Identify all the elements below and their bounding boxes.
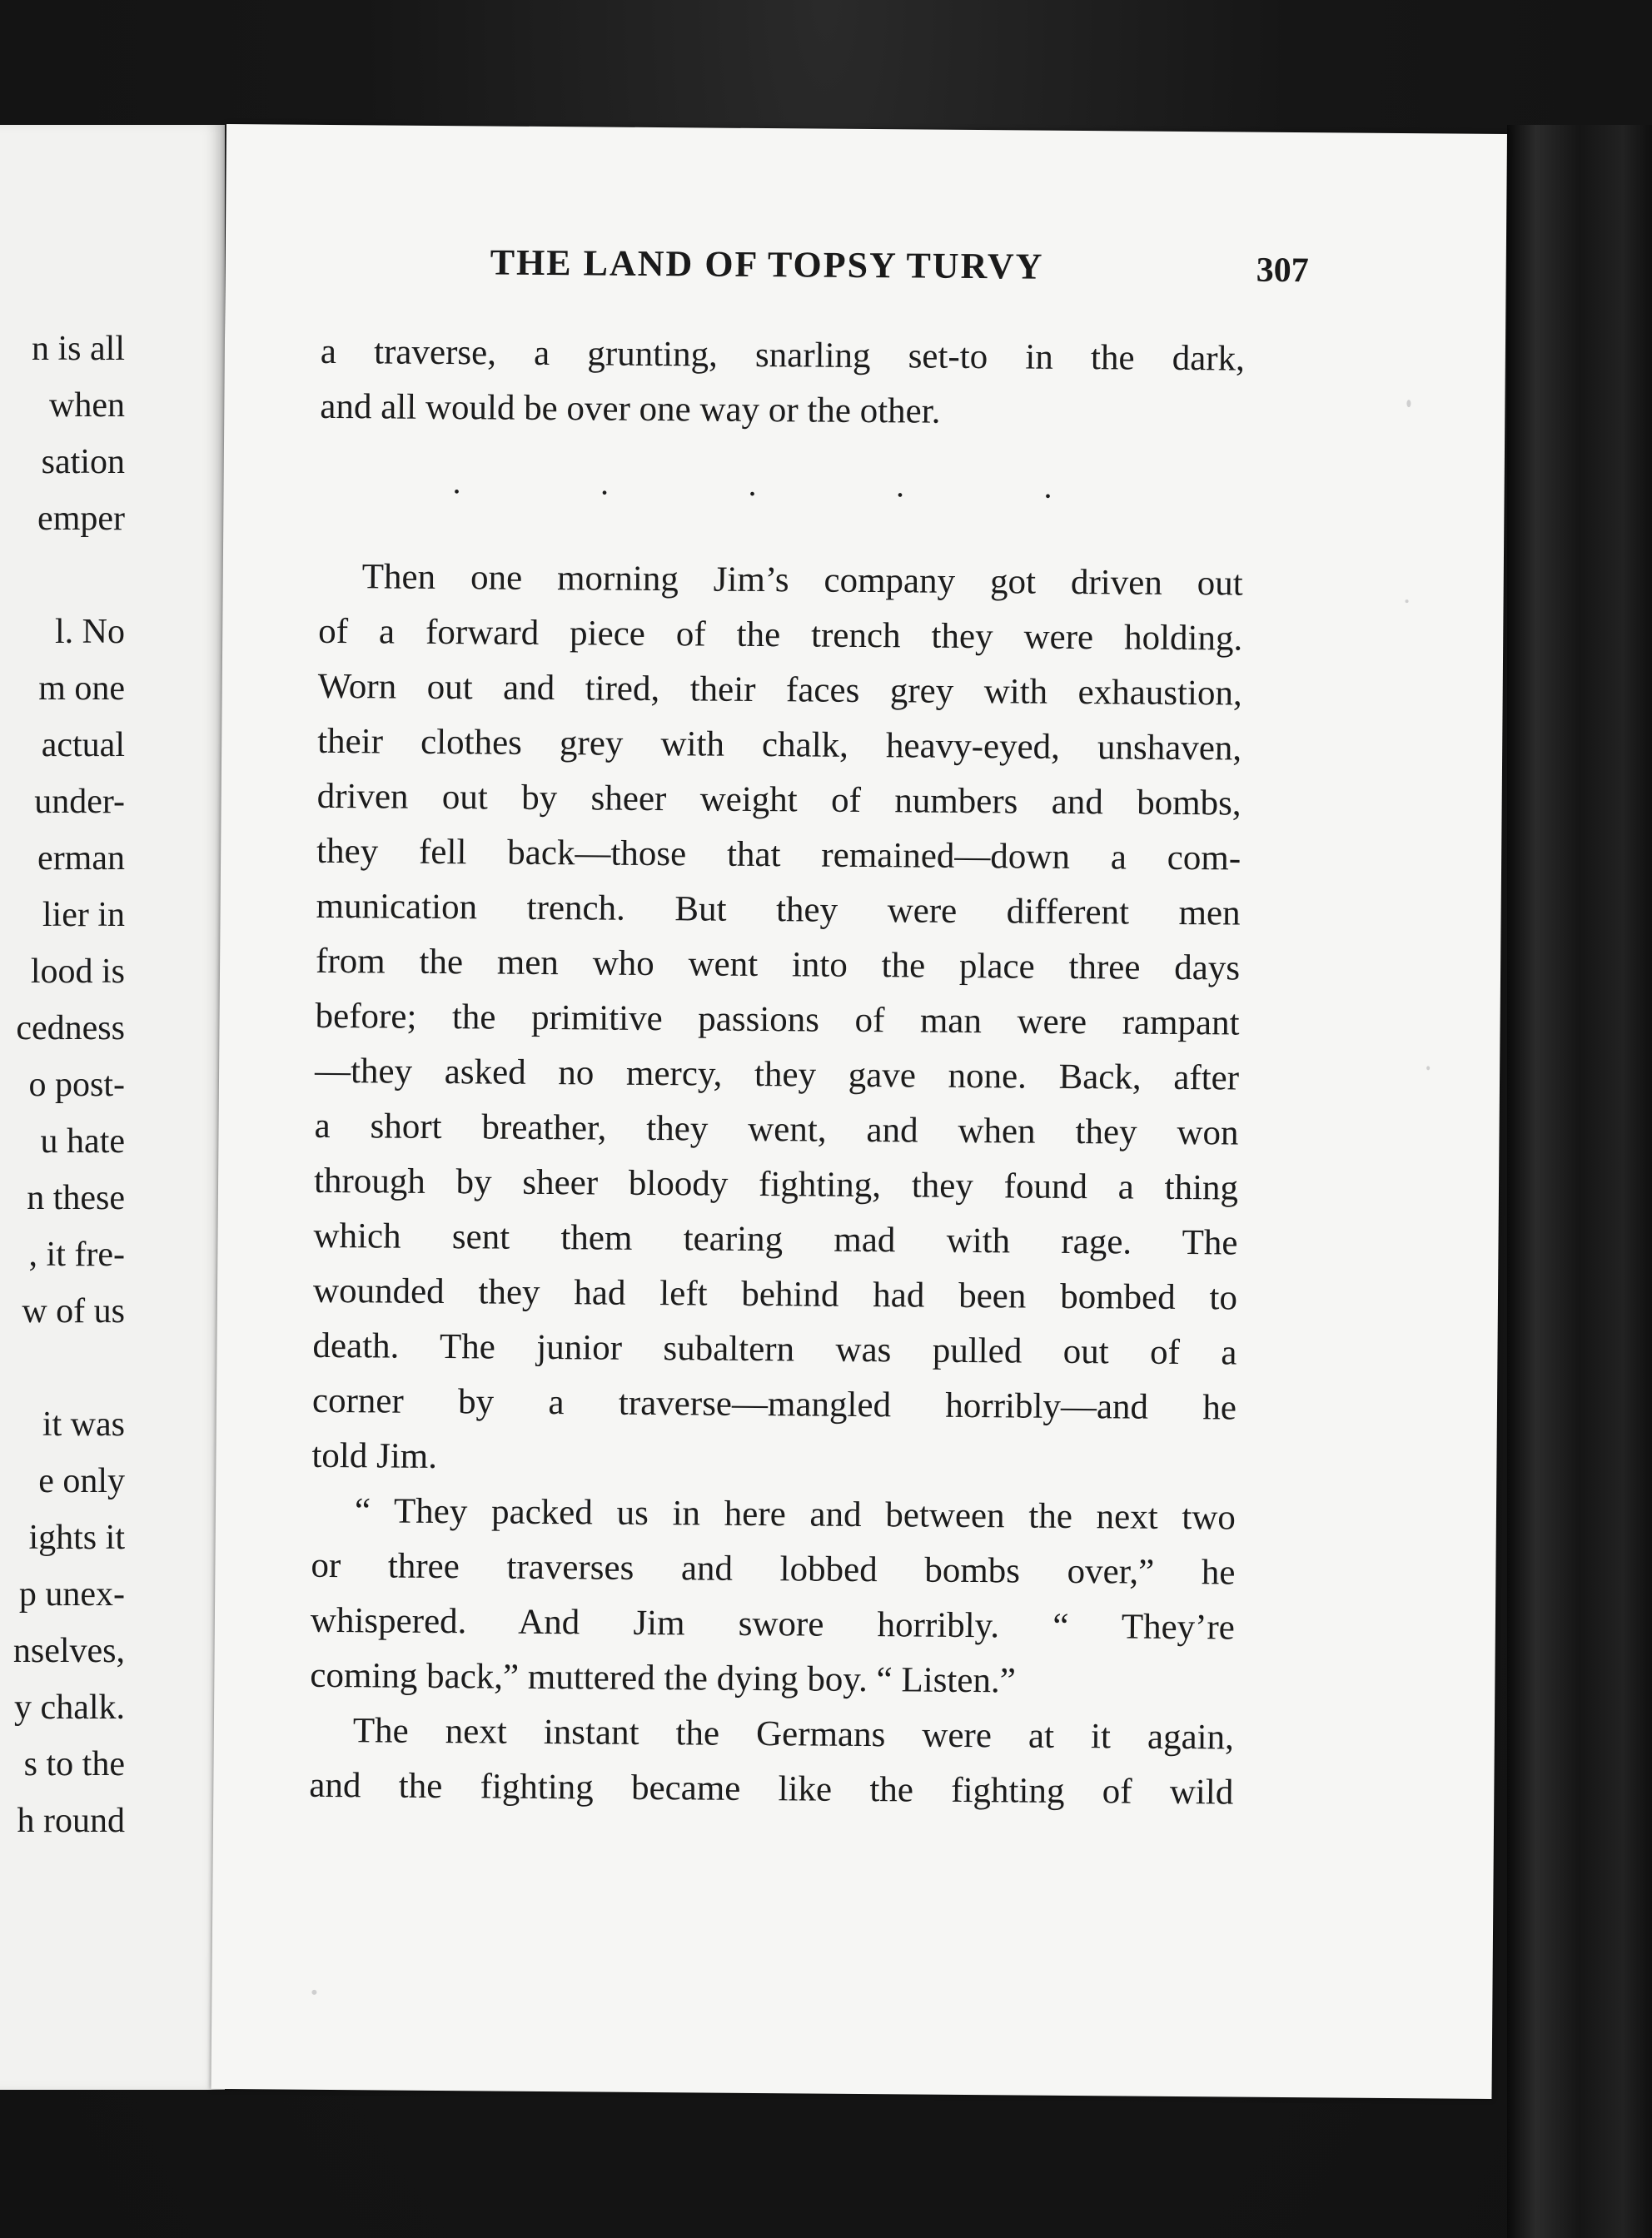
dust-speck [1426,1066,1430,1070]
paragraph [320,325,1245,442]
separator-dot: . [600,464,610,502]
text-line: their clothes grey with chalk, heavy-eyed, unshaven, [317,721,1242,768]
left-page-line: lood is [30,952,125,991]
left-page-line: u hate [40,1122,125,1161]
left-page-line: h round [17,1802,125,1840]
text-line: driven out by sheer weight of numbers and bombs, [316,776,1241,823]
left-page-line: n these [27,1179,125,1217]
text-line: munication trench. But they were different men [316,886,1241,933]
section-separator [452,435,1052,532]
separator-dot: . [452,462,461,500]
page-header [490,241,1522,299]
text-line: whispered. And Jim swore horribly. “ They’re [310,1600,1236,1648]
separator-dot: . [895,465,905,504]
text-line: Worn out and tired, their faces grey with exhaustion, [317,666,1242,714]
paragraph [309,1703,1234,1821]
left-page-line: lier in [42,896,125,934]
text-line: “ They packed us in here and between the next two [354,1491,1237,1538]
left-page-line: erman [37,839,125,878]
text-line: wounded they had left behind had been bombed to [312,1271,1238,1318]
left-page-line: e only [38,1462,125,1500]
text-line: and the fighting became like the fighting of wild [309,1765,1234,1813]
text-line: they fell back—those that remained—down a com- [316,831,1241,878]
text-line: through by sheer bloody fighting, they found a thing [313,1161,1239,1208]
left-page-line: when [49,386,125,425]
left-page-line: under- [34,783,125,821]
left-page-line: cedness [16,1009,125,1047]
dust-speck [1406,599,1409,603]
text-line: death. The junior subaltern was pulled out of a [312,1325,1237,1373]
text-line: corner by a traverse—mangled horribly—and he [311,1380,1237,1428]
paragraph [310,1484,1236,1711]
left-page-line: p unex- [18,1575,125,1614]
text-line: from the men who went into the place three days [315,941,1241,988]
left-page-line: nselves, [12,1632,125,1670]
text-line: and all would be over one way or the other. [320,386,941,431]
separator-dot: . [748,465,757,503]
paragraph [311,550,1243,1491]
left-page-line: w of us [22,1292,125,1330]
book-cover-edge [1507,125,1652,2238]
left-page-line: o post- [28,1066,125,1104]
left-facing-page [0,125,231,2090]
separator-dot: . [1043,467,1052,505]
text-line: —they asked no mercy, they gave none. Back, after [314,1051,1240,1098]
left-page-line: y chalk. [14,1688,125,1727]
left-page-line: m one [38,669,125,708]
left-page-line: it was [42,1405,125,1444]
left-page-line: emper [37,500,125,538]
text-line: or three traverses and lobbed bombs over,” he [311,1545,1236,1593]
text-line: coming back,” muttered the dying boy. “ Listen.” [310,1655,1016,1701]
dust-speck [311,1990,316,1995]
dust-speck [1406,400,1411,407]
text-line: of a forward piece of the trench they were holding. [318,611,1243,659]
left-page-line: ights it [28,1519,125,1557]
text-line: a short breather, they went, and when they won [314,1106,1239,1153]
text-line: which sent them tearing mad with rage. The [313,1216,1238,1263]
running-title: THE LAND OF TOPSY TURVY [490,241,1044,287]
text-line: before; the primitive passions of man were rampant [315,996,1240,1043]
text-line: The next instant the Germans were at it again, [352,1711,1235,1758]
text-line: Then one morning Jim’s company got driven out [361,557,1243,604]
left-page-line: , it fre- [28,1236,125,1274]
left-page-line: l. No [55,613,125,651]
left-page-line: actual [41,726,125,764]
left-page-line: n is all [32,330,125,368]
page-body [309,325,1245,1821]
book-page [211,124,1506,2099]
text-line: a traverse, a grunting, snarling set-to in the dark, [320,331,1246,379]
left-page-line: s to the [23,1745,125,1783]
page-number: 307 [1256,251,1309,291]
text-line: told Jim. [311,1435,438,1476]
left-page-line: sation [41,443,125,481]
